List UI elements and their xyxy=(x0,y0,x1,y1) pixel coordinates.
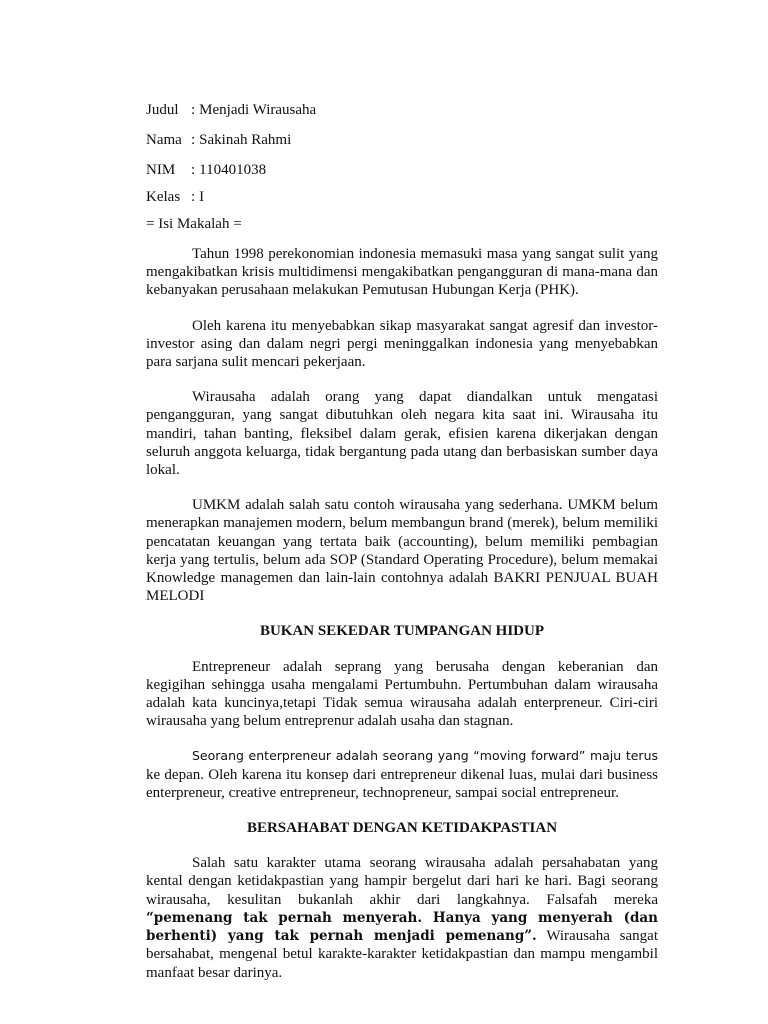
paragraph-5: Entrepreneur adalah seprang yang berusaha dengan keberanian dan kegigihan sehingga usaha mengalami Pertumbuhn. Pertumbuhan dalam wirausaha adalah kata kuncinya,tetapi Tidak semua wirausaha adalah enterpreneur. Ciri-ciri wirausaha yang belum entreprenur adalah usaha dan stagnan. xyxy=(146,658,658,730)
meta-separator: : xyxy=(191,132,196,148)
document-body xyxy=(146,245,658,999)
paragraph-3: Wirausaha adalah orang yang dapat diandalkan untuk mengatasi pengangguran, yang sangat dibutuhkan oleh negara kita saat ini. Wirausaha itu mandiri, tahan banting, fleksibel dalam gerak, efisien karena dikerjakan dengan seluruh anggota keluarga, tidak bergantung pada utang dan berbasiskan sumber daya lokal. xyxy=(146,389,658,479)
section-title: = Isi Makalah = xyxy=(146,216,242,232)
meta-judul xyxy=(146,100,316,120)
heading-bersahabat: BERSAHABAT DENGAN KETIDAKPASTIAN xyxy=(246,820,558,837)
paragraph-7-end: Wirausaha sangat bersahabat, mengenal betul karakte-karakter ketidakpastian dan mampu mengambil manfaat besar darinya. xyxy=(146,928,658,981)
paragraph-4: UMKM adalah salah satu contoh wirausaha yang sederhana. UMKM belum menerapkan manajemen modern, belum membangun brand (merek), belum memiliki pencatatan keuangan yang tertata baik (accounting), belum memiliki pembagian kerja yang tertulis, belum ada SOP (Standard Operating Procedure), belum memakai Knowledge managemen dan lain-lain contohnya adalah BAKRI PENJUAL BUAH MELODI xyxy=(146,497,658,605)
meta-nama xyxy=(146,130,291,150)
meta-nim-value: 110401038 xyxy=(199,162,267,178)
paragraph-2: Oleh karena itu menyebabkan sikap masyarakat sangat agresif dan investor-investor asing dan dalam negri pergi meninggalkan indonesia yang menyebabkan para sarjana sulit mencari pekerjaan. xyxy=(146,317,658,371)
meta-nim xyxy=(146,160,266,180)
meta-nim-label: NIM xyxy=(146,162,176,178)
paragraph-6-sans-part: Seorang enterpreneur adalah seorang yang “moving forward” maju terus xyxy=(192,748,658,764)
meta-kelas-label: Kelas xyxy=(146,189,181,205)
meta-nama-label: Nama xyxy=(146,132,182,148)
meta-separator: : xyxy=(191,102,196,118)
paragraph-7 xyxy=(146,854,658,981)
heading-bukan-sekedar: BUKAN SEKEDAR TUMPANGAN HIDUP xyxy=(259,623,545,640)
paragraph-6-rest: ke depan. Oleh karena itu konsep dari entrepreneur dikenal luas, mulai dari business enterpreneur, creative entrepreneur, technopreneur, sampai social entrepreneur. xyxy=(146,766,658,801)
meta-judul-value: Menjadi Wirausaha xyxy=(199,102,317,118)
meta-kelas-value: I xyxy=(199,189,205,205)
meta-separator: : xyxy=(191,162,196,178)
meta-separator: : xyxy=(191,189,196,205)
meta-nama-value: Sakinah Rahmi xyxy=(199,132,292,148)
meta-judul-label: Judul xyxy=(146,102,179,118)
paragraph-1: Tahun 1998 perekonomian indonesia memasuki masa yang sangat sulit yang mengakibatkan krisis multidimensi mengakibatkan pengangguran di mana-mana dan kebanyakan perusahaan melakukan Pemutusan Hubungan Kerja (PHK). xyxy=(146,246,658,299)
paragraph-7-start: Salah satu karakter utama seorang wirausaha adalah persahabatan yang kental dengan ketidakpastian yang hampir bergelut dari hari ke hari. Bagi seorang wirausaha, kesulitan bukanlah akhir dari langkahnya. Falsafah mereka xyxy=(146,855,658,908)
paragraph-7-quote: “pemenang tak pernah menyerah. Hanya yang menyerah (dan berhenti) yang tak pernah menjadi pemenang”. xyxy=(146,909,658,945)
meta-kelas xyxy=(146,187,204,207)
paragraph-6 xyxy=(146,747,658,802)
